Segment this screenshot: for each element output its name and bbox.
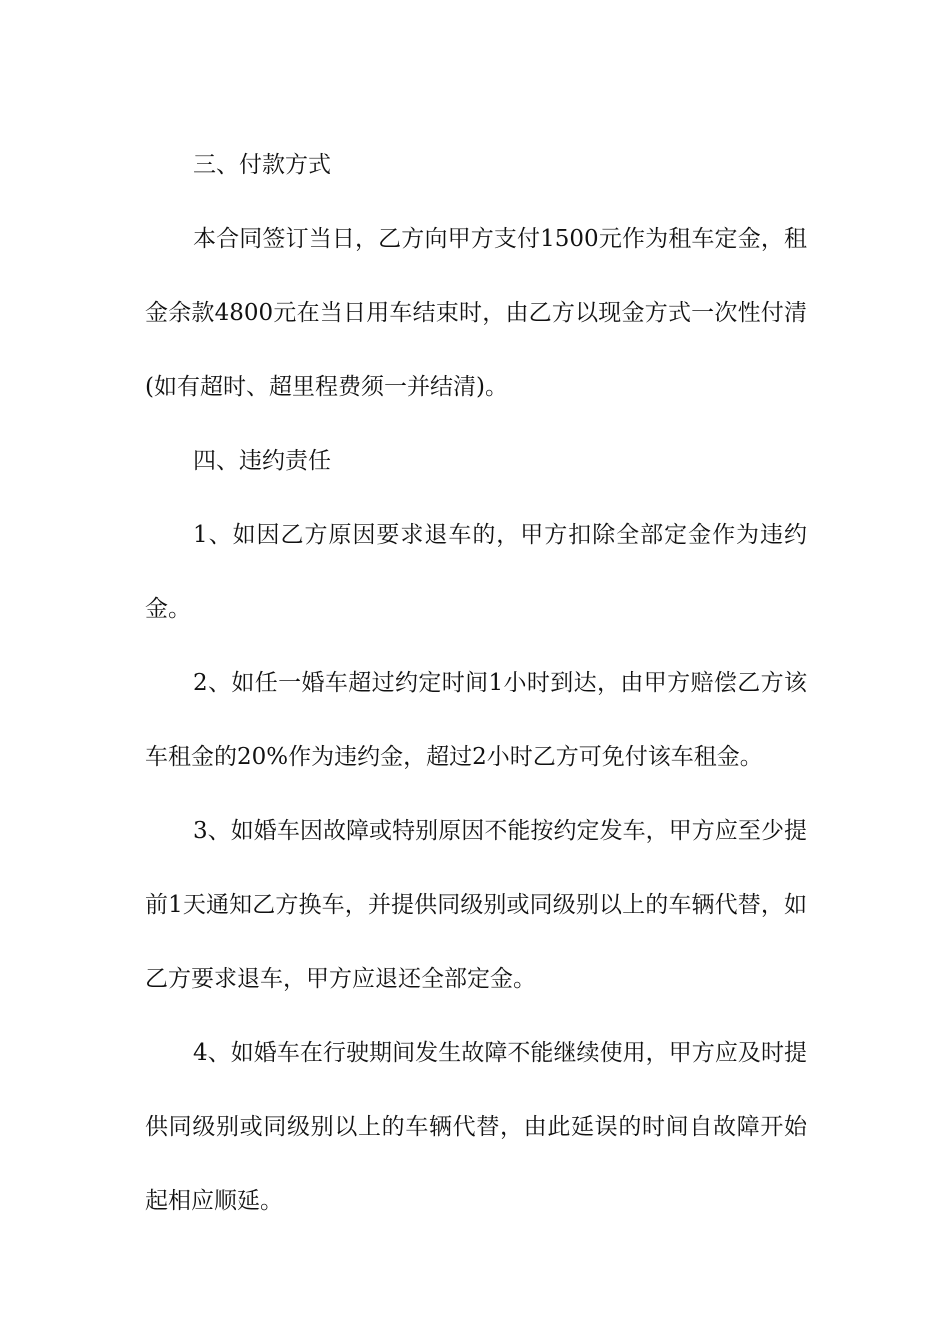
paragraph-payment-terms: 本合同签订当日，乙方向甲方支付1500元作为租车定金，租金余款4800元在当日用车结束时，由乙方以现金方式一次性付清(如有超时、超里程费须一并结清)。 [145,226,807,400]
document-body [145,128,807,1238]
section-heading-payment: 三、付款方式 [193,152,331,178]
breach-clause-2: 2、如任一婚车超过约定时间1小时到达，由甲方赔偿乙方该车租金的20%作为违约金，超过2小时乙方可免付该车租金。 [145,670,807,770]
breach-clause-4: 4、如婚车在行驶期间发生故障不能继续使用，甲方应及时提供同级别或同级别以上的车辆代替，由此延误的时间自故障开始起相应顺延。 [145,1040,807,1214]
breach-clause-1: 1、如因乙方原因要求退车的，甲方扣除全部定金作为违约金。 [145,522,807,622]
section-heading-breach: 四、违约责任 [193,448,331,474]
breach-clause-3: 3、如婚车因故障或特别原因不能按约定发车，甲方应至少提前1天通知乙方换车，并提供同级别或同级别以上的车辆代替，如乙方要求退车，甲方应退还全部定金。 [145,818,807,992]
